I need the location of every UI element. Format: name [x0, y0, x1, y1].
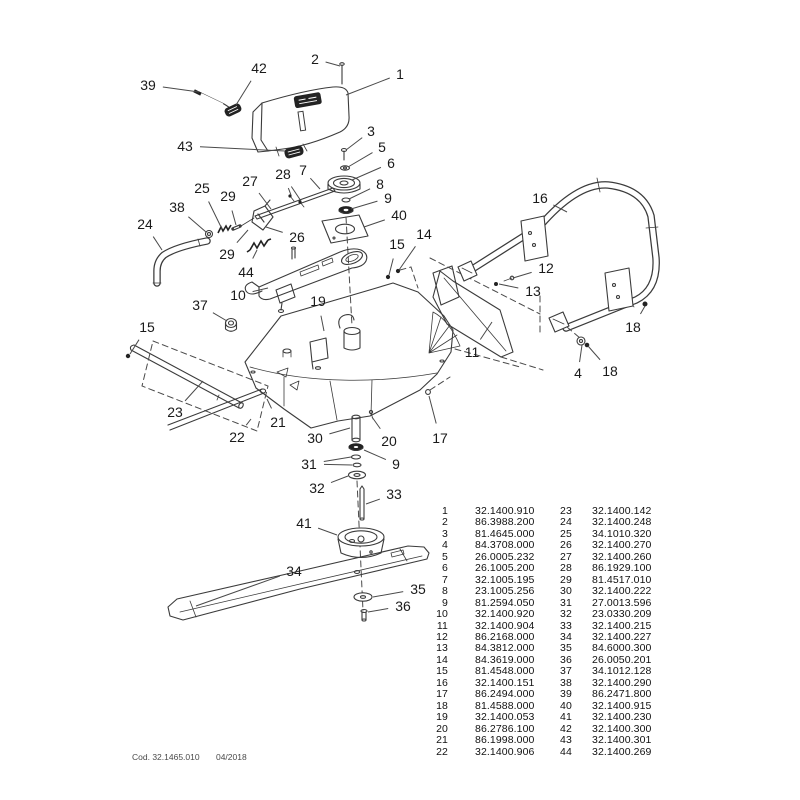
part-item: 31	[560, 596, 572, 609]
part-item: 13	[436, 642, 448, 655]
part-item: 8	[442, 585, 448, 598]
part-item: 5	[442, 550, 448, 563]
callout-21: 21	[270, 414, 286, 430]
part-item: 6	[442, 562, 448, 575]
callout-27: 27	[242, 173, 258, 189]
part-item: 10	[436, 608, 448, 621]
part-code: 32.1400.301	[592, 734, 652, 747]
callout-13: 13	[525, 283, 541, 299]
leader-line	[326, 62, 340, 66]
tube-24-part	[153, 239, 207, 283]
callout-36: 36	[395, 598, 411, 614]
callout-9: 9	[392, 456, 400, 472]
leader-line	[372, 417, 380, 429]
leader-line	[196, 576, 280, 606]
callout-19: 19	[310, 293, 326, 309]
part-item: 32	[560, 608, 572, 621]
callout-16: 16	[532, 190, 548, 206]
blade-part	[168, 546, 429, 621]
callout-44: 44	[238, 264, 254, 280]
callout-4: 4	[574, 365, 582, 381]
callout-11: 11	[464, 344, 480, 360]
leader-line	[253, 250, 257, 259]
leader-line	[513, 272, 532, 278]
callout-25: 25	[194, 180, 210, 196]
part-code: 32.1400.300	[592, 722, 652, 735]
part-item: 41	[560, 711, 572, 724]
part-item: 37	[560, 665, 572, 678]
part-item: 40	[560, 699, 572, 712]
callout-41: 41	[296, 515, 312, 531]
part-item: 15	[436, 665, 448, 678]
leader-line	[153, 237, 162, 250]
part-code: 81.4588.000	[475, 699, 535, 712]
leader-line	[329, 428, 350, 434]
part-code: 32.1400.915	[592, 699, 652, 712]
callout-22: 22	[229, 429, 245, 445]
part-code: 86.2786.100	[475, 722, 535, 735]
callout-5: 5	[378, 139, 386, 155]
part-item: 4	[442, 539, 448, 552]
leader-line	[499, 284, 518, 288]
part-code: 32.1400.230	[592, 711, 652, 724]
part-code: 84.3619.000	[475, 653, 535, 666]
leader-line	[364, 450, 386, 460]
part-item: 43	[560, 734, 572, 747]
leader-line	[267, 399, 272, 408]
part-item: 3	[442, 527, 448, 540]
cable-rod-part	[194, 90, 231, 109]
part-code: 27.0013.596	[592, 596, 652, 609]
leader-line	[348, 153, 373, 167]
callout-42: 42	[251, 60, 267, 76]
part-item: 2	[442, 516, 448, 529]
leader-line	[163, 87, 199, 92]
part-item: 22	[436, 745, 448, 758]
part-code: 81.2594.050	[475, 596, 535, 609]
part-code: 32.1400.290	[592, 676, 652, 689]
leader-line	[324, 464, 352, 465]
part-item: 26	[560, 539, 572, 552]
part-item: 9	[442, 596, 448, 609]
callout-28: 28	[275, 166, 291, 182]
part-item: 21	[436, 734, 448, 747]
callout-8: 8	[376, 176, 384, 192]
part-code: 81.4548.000	[475, 665, 535, 678]
callout-34: 34	[286, 563, 302, 579]
leader-line	[346, 138, 362, 150]
part-code: 32.1400.920	[475, 608, 535, 621]
leader-line	[232, 210, 236, 225]
part-item: 39	[560, 688, 572, 701]
callout-10: 10	[230, 287, 246, 303]
footer-code	[132, 752, 247, 762]
part-code: 86.3988.200	[475, 516, 535, 529]
deck-part	[245, 266, 459, 428]
part-item: 24	[560, 516, 572, 529]
deflector-part	[429, 258, 543, 370]
part-item: 33	[560, 619, 572, 632]
part-code: 86.2168.000	[475, 630, 535, 643]
callout-30: 30	[307, 430, 323, 446]
leader-line	[480, 322, 492, 340]
callout-18: 18	[625, 319, 641, 335]
part-item: 17	[436, 688, 448, 701]
callout-29: 29	[220, 188, 236, 204]
leader-line	[321, 316, 324, 331]
part-item: 12	[436, 630, 448, 643]
leader-line	[288, 188, 291, 195]
leader-line	[318, 528, 337, 535]
brand-label	[294, 92, 322, 107]
part-code: 26.0050.201	[592, 653, 652, 666]
part-item: 1	[442, 505, 448, 517]
part-item: 20	[436, 722, 448, 735]
leader-line	[346, 78, 390, 95]
part-code: 32.1400.222	[592, 585, 652, 598]
leader-line	[366, 499, 380, 504]
part-item: 27	[560, 550, 572, 563]
callout-20: 20	[381, 433, 397, 449]
leader-line	[640, 306, 645, 314]
leader-line	[368, 609, 388, 612]
leader-line	[188, 217, 206, 232]
part-item: 11	[436, 619, 448, 632]
part-item: 7	[442, 573, 448, 586]
leader-line	[253, 288, 268, 292]
callout-24: 24	[137, 216, 153, 232]
leader-line	[588, 346, 600, 360]
document-code: Cod. 32.1465.010	[132, 752, 200, 762]
part-code: 32.1400.910	[475, 505, 535, 517]
part-code: 32.1400.053	[475, 711, 535, 724]
callout-29: 29	[219, 246, 235, 262]
leader-line	[246, 419, 251, 425]
leader-line	[213, 313, 227, 321]
callout-43: 43	[177, 138, 193, 154]
part-item: 19	[436, 711, 448, 724]
callout-1: 1	[396, 66, 404, 82]
belt-cover-part	[252, 87, 349, 156]
part-item: 29	[560, 573, 572, 586]
part-code: 86.2494.000	[475, 688, 535, 701]
part-item: 34	[560, 630, 572, 643]
leader-line	[266, 227, 283, 232]
part-item: 30	[560, 585, 572, 598]
leader-line	[373, 592, 403, 597]
part-code: 32.1400.142	[592, 505, 652, 517]
part-item: 25	[560, 527, 572, 540]
part-item: 38	[560, 676, 572, 689]
part-code: 84.6000.300	[592, 642, 652, 655]
callout-17: 17	[432, 430, 448, 446]
part-code: 32.1400.227	[592, 630, 652, 643]
callout-40: 40	[391, 207, 407, 223]
callout-26: 26	[289, 229, 305, 245]
part-code: 32.1400.248	[592, 516, 652, 529]
leader-line	[364, 220, 385, 227]
part-code: 86.2471.800	[592, 688, 652, 701]
leader-line	[236, 81, 251, 105]
part-code: 84.3708.000	[475, 539, 535, 552]
leader-line	[324, 457, 351, 462]
leader-line	[429, 396, 436, 423]
part-item: 23	[560, 505, 572, 517]
callout-12: 12	[538, 260, 554, 276]
clip-43-part	[284, 145, 304, 158]
callout-35: 35	[410, 581, 426, 597]
left-rods-part	[126, 341, 268, 431]
callout-15: 15	[389, 236, 405, 252]
callout-9: 9	[384, 190, 392, 206]
part-code: 81.4645.000	[475, 527, 535, 540]
part-item: 44	[560, 745, 572, 758]
callout-7: 7	[299, 162, 307, 178]
part-code: 23.0330.209	[592, 608, 652, 621]
callout-6: 6	[387, 155, 395, 171]
part-code: 84.3812.000	[475, 642, 535, 655]
callout-38: 38	[169, 199, 185, 215]
callout-18: 18	[602, 363, 618, 379]
leader-line	[389, 259, 393, 275]
part-item: 42	[560, 722, 572, 735]
part-item: 18	[436, 699, 448, 712]
part-code: 81.4517.010	[592, 573, 652, 586]
part-item: 36	[560, 653, 572, 666]
part-code: 23.1005.256	[475, 585, 535, 598]
callout-3: 3	[367, 123, 375, 139]
leader-line	[351, 201, 377, 209]
leader-line	[331, 476, 348, 483]
callout-37: 37	[192, 297, 208, 313]
part-code: 32.1400.260	[592, 550, 652, 563]
part-item: 35	[560, 642, 572, 655]
leader-line	[291, 186, 301, 201]
part-code: 32.1400.269	[592, 745, 652, 758]
part-item: 28	[560, 562, 572, 575]
cover-screw-part	[340, 63, 344, 84]
callout-31: 31	[301, 456, 317, 472]
part-code: 34.1010.320	[592, 527, 652, 540]
part-code: 86.1929.100	[592, 562, 652, 575]
callout-14: 14	[416, 226, 432, 242]
part-item: 14	[436, 653, 448, 666]
part-code: 32.1400.904	[475, 619, 535, 632]
callout-32: 32	[309, 480, 325, 496]
spindle-stack-part	[338, 415, 384, 611]
callout-33: 33	[386, 486, 402, 502]
plug-37-part	[226, 319, 237, 332]
document-date: 04/2018	[215, 752, 247, 762]
leader-line	[310, 178, 320, 189]
part-code: 86.1998.000	[475, 734, 535, 747]
callout-39: 39	[140, 77, 156, 93]
part-code: 32.1400.215	[592, 619, 652, 632]
part-code: 32.1400.151	[475, 676, 535, 689]
callout-2: 2	[311, 51, 319, 67]
callout-23: 23	[167, 404, 183, 420]
part-code: 32.1400.906	[475, 745, 535, 758]
leader-line	[237, 230, 248, 243]
leader-line	[200, 147, 285, 151]
parts-table	[430, 506, 691, 758]
part-code: 26.1005.200	[475, 562, 535, 575]
leader-line	[209, 201, 222, 229]
part-code: 32.1400.270	[592, 539, 652, 552]
callout-15: 15	[139, 319, 155, 335]
leader-line	[349, 189, 370, 199]
leader-line	[580, 345, 582, 362]
part-code: 32.1005.195	[475, 573, 535, 586]
part-item: 16	[436, 676, 448, 689]
part-code: 34.1012.128	[592, 665, 652, 678]
part-code: 26.0005.232	[475, 550, 535, 563]
